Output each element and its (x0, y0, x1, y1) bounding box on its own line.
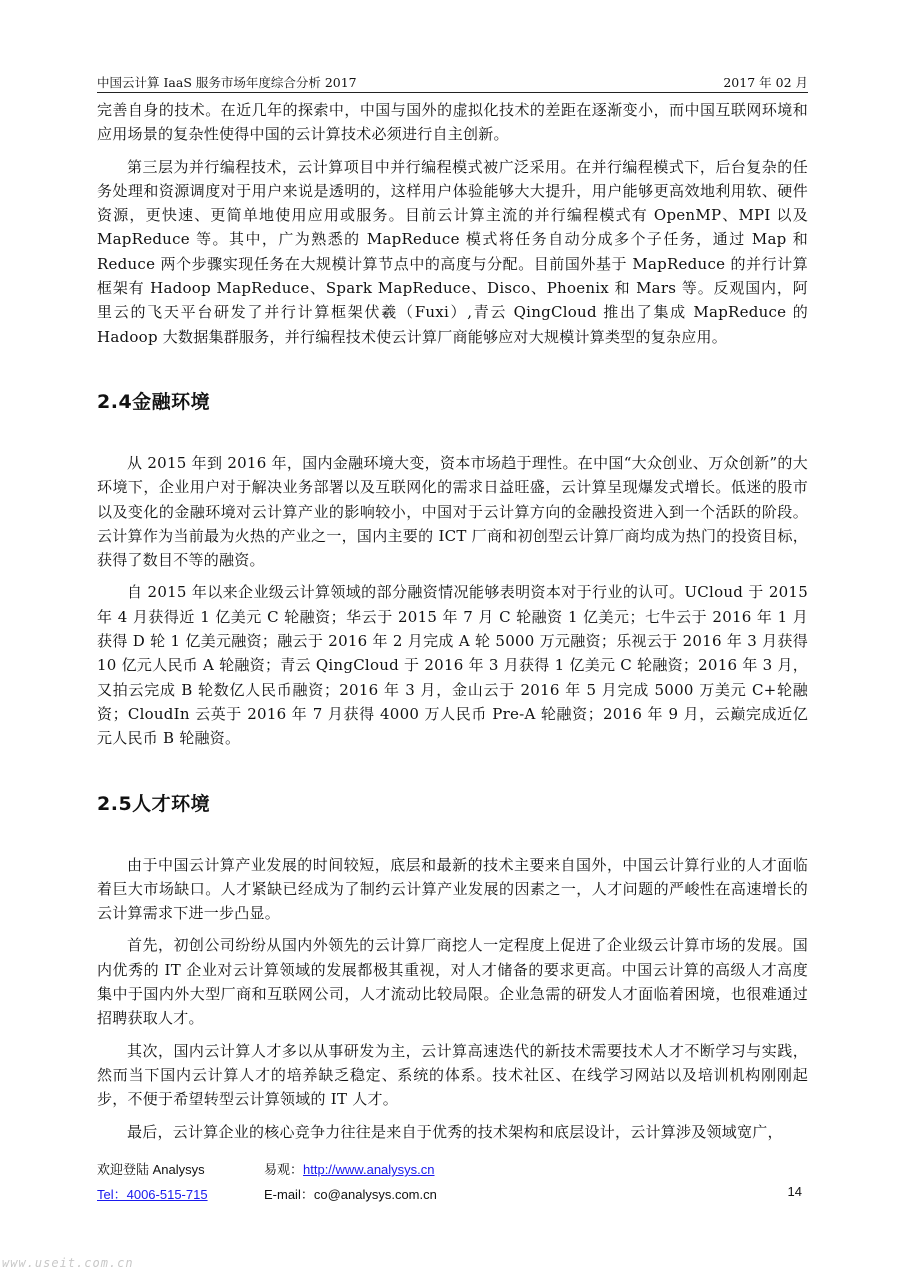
paragraph-talent-4: 最后，云计算企业的核心竞争力往往是来自于优秀的技术架构和底层设计，云计算涉及领域宽广， (127, 1122, 783, 1141)
paragraph-financial-2: 自 2015 年以来企业级云计算领域的部分融资情况能够表明资本对于行业的认可。UCloud 于 2015 年 4 月获得近 1 亿美元 C 轮融资；华云于 2015 年 7 月 C 轮融资 1 亿美元；七牛云于 2016 年 1 月获得 D 轮 1 亿美元融资；融云于 2016 年 2 月完成 A 轮 5000 万元融资；乐视云于 2016 年 3 月获得 10 亿元人民币 A 轮融资；青云 QingCloud 于 2016 年 3 月获得 1 亿美元 C 轮融资；2016 年 3 月，又拍云完成 B 轮数亿人民币融资；2016 年 3 月，金山云于 2016 年 5 月完成 5000 万美元 C+轮融资；CloudIn 云英于 2016 年 7 月获得 4000 万人民币 Pre-A 轮融资；2016 年 9 月，云巅完成近亿元人民币 B 轮融资。 (97, 583, 808, 748)
footer-site-label: 易观： (264, 1162, 304, 1177)
footer-welcome: 欢迎登陆 Analysys (97, 1162, 205, 1177)
paragraph-parallel-programming: 第三层为并行编程技术，云计算项目中并行编程模式被广泛采用。在并行编程模式下，后台复杂的任务处理和资源调度对于用户来说是透明的，这样用户体验能够大大提升，用户能够更高效地利用软、硬件资源，更快速、更简单地使用应用或服务。目前云计算主流的并行编程模式有 OpenMP、MPI 以及 MapReduce 等。其中，广为熟悉的 MapReduce 模式将任务自动分成多个子任务，通过 Map 和 Reduce 两个步骤实现任务在大规模计算节点中的高度与分配。目前国外基于 MapReduce 的并行计算框架有 Hadoop MapReduce、Spark MapReduce、Disco、Phoenix 和 Mars 等。反观国内，阿里云的飞天平台研发了并行计算框架伏羲（Fuxi）,青云 QingCloud 推出了集成 MapReduce 的 Hadoop 大数据集群服务，并行编程技术使云计算厂商能够应对大规模计算类型的复杂应用。 (97, 157, 808, 346)
section-heading-talent: 2.5人才环境 (97, 792, 211, 815)
header-title: 中国云计算 IaaS 服务市场年度综合分析 2017 (97, 75, 357, 90)
paragraph-financial-1: 从 2015 年到 2016 年，国内金融环境大变，资本市场趋于理性。在中国“大众创业、万众创新”的大环境下，企业用户对于解决业务部署以及互联网化的需求日益旺盛，云计算呈现爆发式增长。低迷的股市以及变化的金融环境对云计算产业的影响较小，中国对于云计算方向的金融投资进入到一个活跃的阶段。云计算作为当前最为火热的产业之一，国内主要的 ICT 厂商和初创型云计算厂商均成为热门的投资目标，获得了数目不等的融资。 (97, 453, 808, 570)
main-content (97, 98, 808, 1152)
footer-site (264, 1159, 435, 1178)
paragraph-talent-2: 首先，初创公司纷纷从国内外领先的云计算厂商挖人一定程度上促进了企业级云计算市场的发展。国内优秀的 IT 企业对云计算领域的发展都极其重视，对人才储备的要求更高。中国云计算的高级人才高度集中于国内外大型厂商和互联网公司，人才流动比较局限。企业急需的研发人才面临着困境，也很难通过招聘获取人才。 (97, 936, 808, 1028)
footer-email: E-mail：co@analysys.com.cn (264, 1187, 437, 1202)
section-heading-financial: 2.4金融环境 (97, 390, 211, 413)
watermark: www.useit.com.cn (2, 1256, 134, 1270)
page-number: 14 (787, 1184, 802, 1199)
footer-tel-link[interactable]: Tel：4006-515-715 (97, 1187, 208, 1202)
paragraph-talent-1: 由于中国云计算产业发展的时间较短，底层和最新的技术主要来自国外，中国云计算行业的人才面临着巨大市场缺口。人才紧缺已经成为了制约云计算产业发展的因素之一，人才问题的严峻性在高速增长的云计算需求下进一步凸显。 (97, 855, 808, 923)
page-footer (97, 1157, 808, 1207)
page-header (97, 70, 808, 93)
header-date: 2017 年 02 月 (723, 75, 808, 90)
paragraph-intro: 完善自身的技术。在近几年的探索中，中国与国外的虚拟化技术的差距在逐渐变小，而中国互联网环境和应用场景的复杂性使得中国的云计算技术必须进行自主创新。 (97, 101, 808, 144)
paragraph-talent-3: 其次，国内云计算人才多以从事研发为主，云计算高速迭代的新技术需要技术人才不断学习与实践，然而当下国内云计算人才的培养缺乏稳定、系统的体系。技术社区、在线学习网站以及培训机构刚刚起步，不便于希望转型云计算领域的 IT 人才。 (97, 1041, 808, 1109)
footer-site-link[interactable]: http://www.analysys.cn (303, 1162, 435, 1177)
